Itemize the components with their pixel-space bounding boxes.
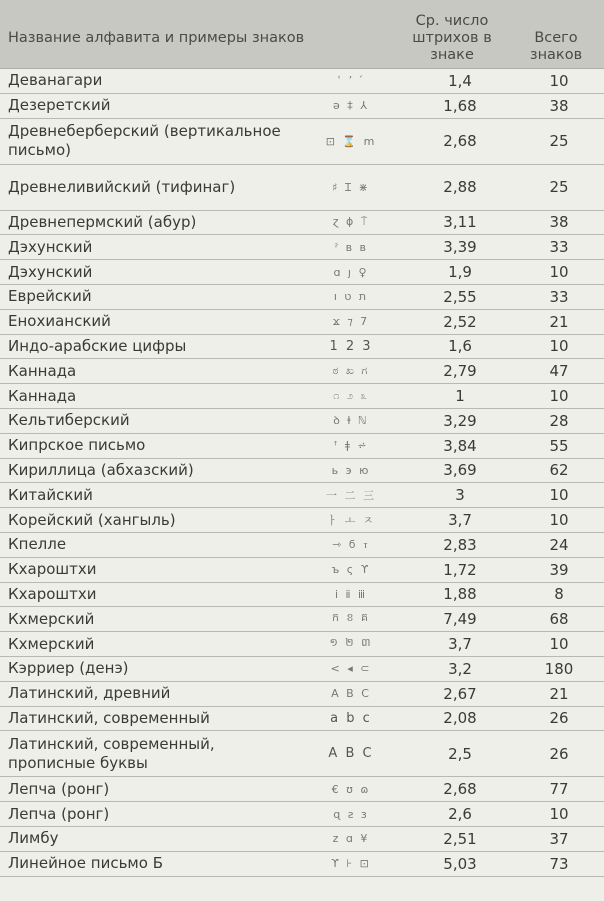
table-row — [0, 827, 604, 852]
total-signs: 39 — [549, 560, 569, 579]
header-total: Всего знаков — [529, 30, 583, 63]
table-row — [0, 607, 604, 632]
avg-strokes: 1,6 — [448, 337, 472, 356]
total-signs: 180 — [544, 659, 574, 678]
avg-strokes: 2,67 — [443, 684, 477, 703]
table-row — [0, 211, 604, 236]
table-row — [0, 335, 604, 360]
alphabet-name: Кириллица (абхазский) — [8, 460, 194, 479]
total-signs: 10 — [549, 71, 569, 90]
sample-glyphs: ⅰ ⅱ ⅲ — [334, 587, 368, 601]
sample-glyphs: 1 2 3 — [329, 338, 373, 354]
alphabet-name: Енохианский — [8, 312, 111, 331]
sample-glyphs: a b c — [330, 710, 372, 726]
total-signs: 10 — [549, 387, 569, 406]
sample-glyphs: ת ט ו — [333, 290, 369, 304]
table-row — [0, 165, 604, 211]
alphabet-name: Кэрриер (денэ) — [8, 659, 129, 678]
avg-strokes: 7,49 — [443, 610, 477, 629]
alphabet-name: Латинский, современный — [8, 708, 210, 727]
table-row — [0, 235, 604, 260]
alphabet-name: Латинский, древний — [8, 684, 171, 703]
table-row — [0, 483, 604, 508]
alphabet-name: Лепча (ронг) — [8, 804, 110, 823]
sample-glyphs: ϒ ⊦ ⊡ — [331, 857, 371, 871]
table-row — [0, 119, 604, 165]
alphabet-name: Кпелле — [8, 535, 67, 554]
total-signs: 24 — [549, 535, 569, 554]
total-signs: 33 — [549, 238, 569, 257]
table-row — [0, 459, 604, 484]
table-row — [0, 682, 604, 707]
sample-glyphs: ⇾ ϭ ⲧ — [332, 537, 370, 551]
total-signs: 10 — [549, 486, 569, 505]
total-signs: 38 — [549, 96, 569, 115]
table-header — [0, 0, 604, 69]
total-signs: 38 — [549, 213, 569, 232]
alphabet-name: Лепча (ронг) — [8, 779, 110, 798]
avg-strokes: 1,68 — [443, 96, 477, 115]
total-signs: 77 — [549, 780, 569, 799]
table-row — [0, 533, 604, 558]
avg-strokes: 1,88 — [443, 585, 477, 604]
table-row — [0, 359, 604, 384]
avg-strokes: 2,68 — [443, 132, 477, 151]
sample-glyphs: ɑ ȷ ♀ — [333, 265, 369, 279]
table-row — [0, 285, 604, 310]
table-row — [0, 69, 604, 94]
sample-glyphs: ɀ ɸ ⍑ — [332, 215, 370, 229]
avg-strokes: 3,7 — [448, 511, 472, 530]
sample-glyphs: ក ខ គ — [332, 611, 370, 625]
alphabet-name: Дезеретский — [8, 96, 111, 115]
avg-strokes: 3,84 — [443, 436, 477, 455]
sample-glyphs: 一 二 三 — [326, 489, 376, 503]
table-row — [0, 852, 604, 877]
table-row — [0, 508, 604, 533]
header-strokes: Ср. число штрихов в знаке — [412, 13, 492, 63]
avg-strokes: 3,11 — [443, 213, 477, 232]
table-row — [0, 731, 604, 777]
alphabet-name: Кхароштхи — [8, 560, 97, 579]
sample-glyphs: ˀ ʙ ʙ — [334, 240, 368, 254]
sample-glyphs: ə ‡ ⅄ — [333, 99, 369, 113]
alphabet-name: Каннада — [8, 386, 77, 405]
alphabet-name: Древнепермский (абур) — [8, 212, 197, 231]
avg-strokes: 3,29 — [443, 411, 477, 430]
sample-glyphs: ೧ ೨ ೩ — [333, 389, 369, 403]
alphabet-name: Дэхунский — [8, 237, 93, 256]
sample-glyphs: ϫ ⁊ 7 — [332, 315, 370, 329]
sample-glyphs: ⊡ ⌛ m — [325, 134, 377, 148]
avg-strokes: 2,79 — [443, 362, 477, 381]
table-row — [0, 777, 604, 802]
table-body — [0, 69, 604, 877]
sample-glyphs: ♯ Ɪ ⋇ — [332, 180, 370, 194]
sample-glyphs: ꜛ ǂ ⩫ — [333, 439, 369, 453]
avg-strokes: 2,51 — [443, 829, 477, 848]
sample-glyphs: ՙ ՚ ՛ — [337, 74, 365, 88]
sample-glyphs: ᴢ ɑ ¥ — [332, 832, 370, 846]
total-signs: 25 — [549, 178, 569, 197]
avg-strokes: 2,68 — [443, 780, 477, 799]
header-name: Название алфавита и примеры знаков — [8, 30, 305, 46]
avg-strokes: 2,6 — [448, 805, 472, 824]
sample-glyphs: ь э ю — [331, 463, 371, 477]
table-row — [0, 632, 604, 657]
avg-strokes: 2,83 — [443, 535, 477, 554]
alphabet-name: Лимбу — [8, 829, 59, 848]
avg-strokes: 2,88 — [443, 178, 477, 197]
sample-glyphs: ɋ ƨ ɜ — [333, 807, 369, 821]
table-row — [0, 434, 604, 459]
total-signs: 10 — [549, 805, 569, 824]
table-row — [0, 94, 604, 119]
alphabet-name: Кельтиберский — [8, 411, 130, 430]
sample-glyphs: ㅏ ㅗ ㅈ — [326, 514, 376, 528]
avg-strokes: 3 — [455, 486, 465, 505]
total-signs: 47 — [549, 362, 569, 381]
total-signs: 62 — [549, 461, 569, 480]
avg-strokes: 1,72 — [443, 560, 477, 579]
avg-strokes: 2,08 — [443, 709, 477, 728]
avg-strokes: 1,4 — [448, 71, 472, 90]
avg-strokes: 3,69 — [443, 461, 477, 480]
total-signs: 21 — [549, 684, 569, 703]
table-row — [0, 657, 604, 682]
alphabet-name: Кхмерский — [8, 609, 95, 628]
table-row — [0, 707, 604, 732]
total-signs: 21 — [549, 312, 569, 331]
total-signs: 26 — [549, 744, 569, 763]
total-signs: 55 — [549, 436, 569, 455]
sample-glyphs: € ʊ ɷ — [331, 782, 371, 796]
avg-strokes: 3,7 — [448, 635, 472, 654]
total-signs: 28 — [549, 411, 569, 430]
total-signs: 10 — [549, 635, 569, 654]
avg-strokes: 2,52 — [443, 312, 477, 331]
alphabet-name: Китайский — [8, 485, 93, 504]
avg-strokes: 1 — [455, 387, 465, 406]
total-signs: 25 — [549, 132, 569, 151]
avg-strokes: 2,55 — [443, 287, 477, 306]
alphabet-name: Деванагари — [8, 71, 103, 90]
table-row — [0, 409, 604, 434]
sample-glyphs: < ◂ ⊂ — [330, 662, 372, 676]
avg-strokes: 5,03 — [443, 854, 477, 873]
total-signs: 10 — [549, 337, 569, 356]
total-signs: 33 — [549, 287, 569, 306]
alphabet-name: Дэхунский — [8, 262, 93, 281]
sample-glyphs: ъ ς ϒ — [331, 563, 371, 577]
sample-glyphs: ១ ២ ៣ — [329, 636, 373, 650]
alphabet-name: Латинский, современный, прописные буквы — [8, 734, 215, 772]
alphabet-name: Кипрское письмо — [8, 436, 146, 455]
alphabet-name: Корейский (хангыль) — [8, 510, 176, 529]
alphabet-name: Древнеливийский (тифинаг) — [8, 177, 236, 196]
avg-strokes: 1,9 — [448, 263, 472, 282]
alphabet-name: Древнеберберский (вертикальное письмо) — [8, 122, 281, 160]
table-row — [0, 310, 604, 335]
total-signs: 68 — [549, 610, 569, 629]
total-signs: 26 — [549, 709, 569, 728]
alphabet-name: Линейное письмо Б — [8, 854, 163, 873]
sample-glyphs: ꝺ ⱡ ℕ — [333, 414, 369, 428]
avg-strokes: 3,39 — [443, 238, 477, 257]
avg-strokes: 2,5 — [448, 744, 472, 763]
total-signs: 10 — [549, 263, 569, 282]
alphabet-name: Еврейский — [8, 287, 92, 306]
alphabet-name: Кхароштхи — [8, 584, 97, 603]
avg-strokes: 3,2 — [448, 659, 472, 678]
table-row — [0, 802, 604, 827]
table-row — [0, 583, 604, 608]
alphabet-name: Кхмерский — [8, 634, 95, 653]
total-signs: 8 — [554, 585, 564, 604]
table-row — [0, 558, 604, 583]
alphabet-name: Каннада — [8, 361, 77, 380]
table-row — [0, 260, 604, 285]
total-signs: 73 — [549, 854, 569, 873]
sample-glyphs: A B C — [331, 687, 371, 701]
sample-glyphs: ಠ ಖ ಗ — [332, 364, 370, 378]
table-row — [0, 384, 604, 409]
alphabet-name: Индо-арабские цифры — [8, 336, 187, 355]
sample-glyphs: A B C — [328, 746, 374, 762]
total-signs: 10 — [549, 511, 569, 530]
total-signs: 37 — [549, 829, 569, 848]
